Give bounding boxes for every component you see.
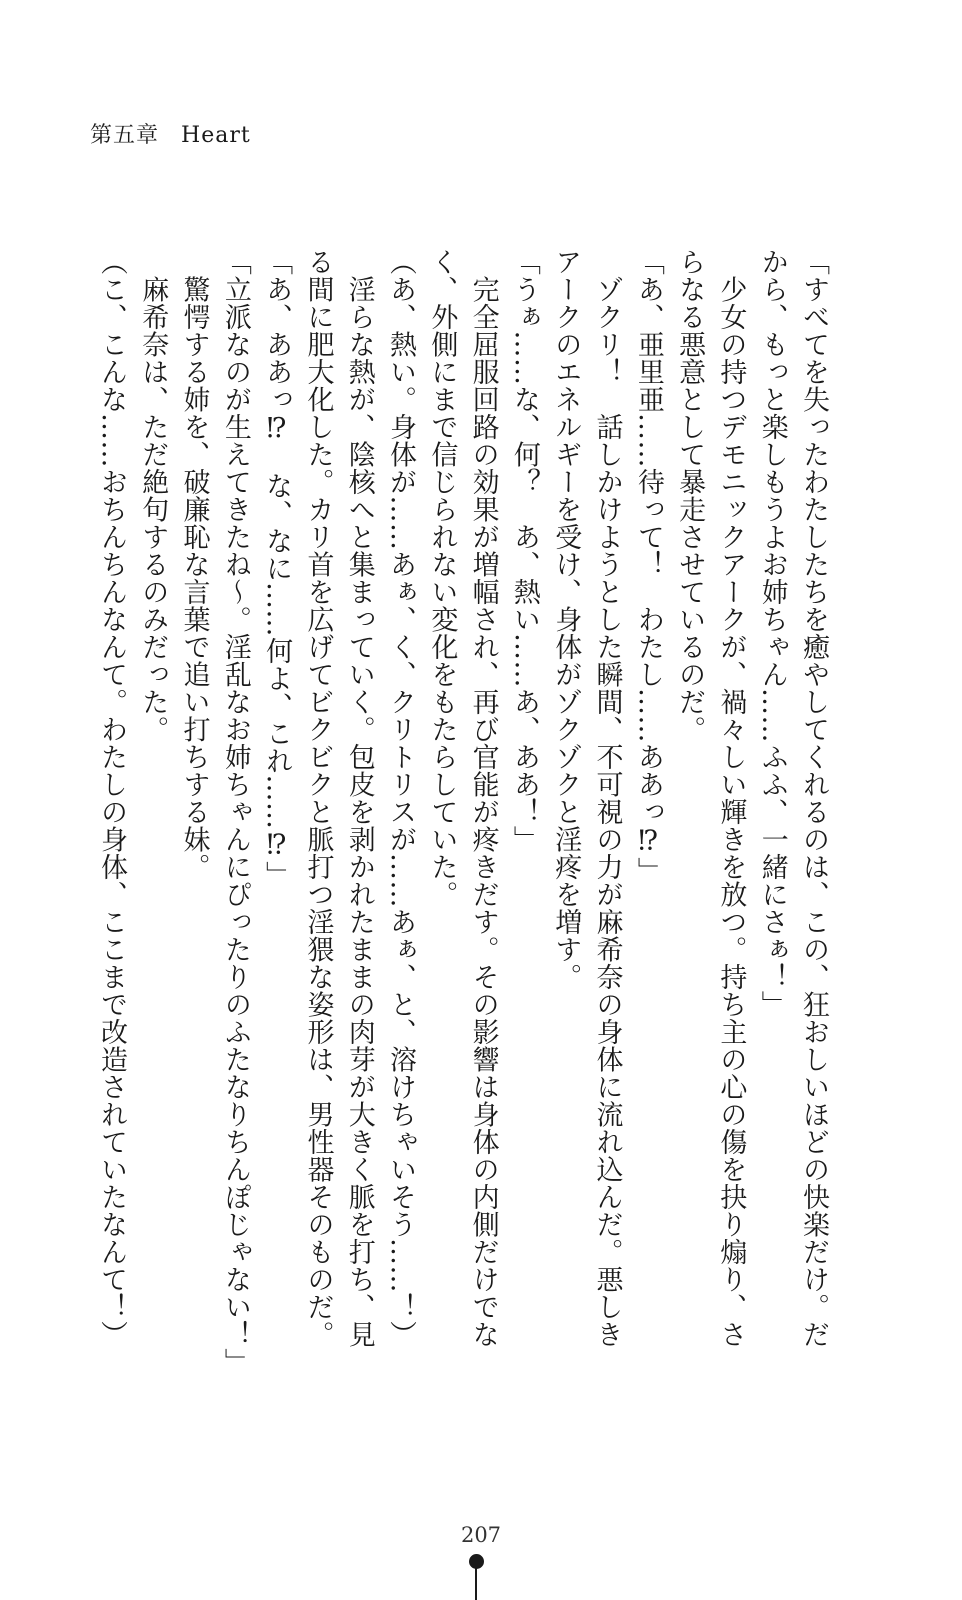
body-text [91, 248, 834, 1376]
text-line: く、外側にまで信じられない変化をもたらしていた。 [426, 248, 458, 908]
text-line: から、もっと楽しもうよお姉ちゃん……ふふ、一緒にさぁ！」 [756, 248, 788, 1018]
text-line: 完全屈服回路の効果が増幅され、再び官能が疼きだす。その影響は身体の内側だけでな [467, 248, 499, 1348]
text-line: （こ、こんな……おちんちんなんて。わたしの身体、ここまで改造されていたなんて！） [95, 248, 127, 1348]
text-line: 麻希奈は、ただ絶句するのみだった。 [137, 248, 169, 743]
running-head [90, 118, 251, 149]
text-line: 「あ、亜里亜……待って！ わたし……ああっ⁉」 [632, 248, 664, 885]
text-line: 「すべてを失ったわたしたちを癒やしてくれるのは、この、狂おしいほどの快楽だけ。だ [798, 248, 829, 1348]
text-line: る間に肥大化した。カリ首を広げてビクビクと脈打つ淫猥な姿形は、男性器そのものだ。 [302, 248, 334, 1348]
text-line: 「あ、ああっ⁉ な、なに……何よ、これ……⁉」 [261, 248, 293, 889]
chapter-title: Heart [181, 123, 251, 148]
page-marker-line [475, 1566, 477, 1600]
text-line: 驚愕する姉を、破廉恥な言葉で追い打ちする妹。 [178, 248, 210, 881]
text-line: 淫らな熱が、陰核へと集まっていく。包皮を剥かれたままの肉芽が大きく脈を打ち、見 [343, 248, 375, 1348]
text-line: らなる悪意として暴走させているのだ。 [674, 248, 706, 743]
text-line: 「うぁ……な、何？ あ、熱い……あ、ああ！」 [508, 248, 540, 853]
chapter-label: 第五章 [90, 123, 160, 148]
text-line: ゾクリ！ 話しかけようとした瞬間、不可視の力が麻希奈の身体に流れ込んだ。悪しき [591, 248, 623, 1348]
text-line: アークのエネルギーを受け、身体がゾクゾクと淫疼を増す。 [550, 248, 582, 991]
text-line: 「立派なのが生えてきたね～。淫乱なお姉ちゃんにぴったりのふたなりちんぽじゃない！」 [219, 248, 251, 1376]
text-line: 少女の持つデモニックアークが、禍々しい輝きを放つ。持ち主の心の傷を抉り煽り、さ [715, 248, 747, 1348]
page-number: 207 [460, 1523, 502, 1547]
text-line: （あ、熱い。身体が……あぁ、く、クリトリスが……あぁ、と、溶けちゃいそう……！） [385, 248, 417, 1348]
